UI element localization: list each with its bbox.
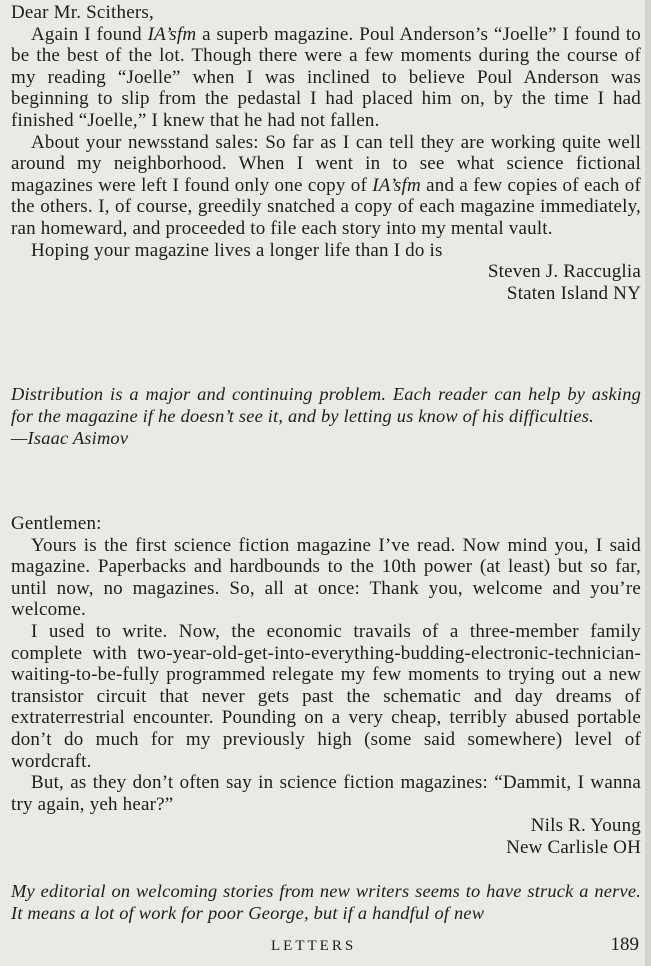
letter-1-paragraph-2: About your newsstand sales: So far as I can tell they are working quite well around my neighborhood. When I went in to see what science fictional magazines were left I found only one copy of IA’sfm and a few copies of each of the others. I, of course, greedily snatched a copy of each magazine immediately, ran homeward, and proceeded to file each story into my mental vault.	[11, 131, 641, 239]
editor-reply-1-text: Distribution is a major and continuing problem. Each reader can help by asking for the magazine if he doesn’t see it, and by letting us know of his difficulties.	[11, 384, 641, 426]
letter-2	[11, 513, 641, 859]
letter-1	[11, 2, 641, 304]
letter-2-signature-name: Nils R. Young	[530, 815, 641, 837]
magazine-title: IA’sfm	[372, 174, 421, 196]
running-head: LETTERS	[271, 938, 357, 954]
editor-reply-1-signature: —Isaac Asimov	[11, 428, 129, 448]
page-gutter-shadow	[645, 0, 651, 966]
editor-reply-1	[11, 383, 641, 449]
letter-2-paragraph-1: Yours is the first science fiction magazine I’ve read. Now mind you, I said magazine. Paperbacks and hardbounds to the 10th power (at least) but so far, until now, no magazines. So, all at once: Thank you, welcome and you’re welcome.	[11, 534, 641, 621]
letter-2-paragraph-2: I used to write. Now, the economic travails of a three-member family complete with two-year-old-get-into-everything-budding-electronic-technician-waiting-to-be-fully programmed relegate my few moments to trying out a new transistor circuit that never gets past the schematic and day dreams of extraterrestrial encounter. Pounding on a very cheap, terribly abused portable don’t do much for my previously high (some said somewhere) level of wordcraft.	[11, 620, 641, 772]
letter-1-paragraph-1: Again I found IA’sfm a superb magazine. Poul Anderson’s “Joelle” I found to be the best of the lot. Though there were a few moments during the course of my reading “Joelle” when I was inclined to believe Poul Anderson was beginning to slip from the pedastal I had placed him on, by the time I had finished “Joelle,” I knew that he had not fallen.	[11, 23, 641, 131]
letter-1-salutation: Dear Mr. Scithers,	[11, 2, 154, 23]
letter-2-signature-place: New Carlisle OH	[506, 836, 641, 858]
letter-1-paragraph-3: Hoping your magazine lives a longer life than I do is	[31, 239, 443, 261]
letter-2-paragraph-3: But, as they don’t often say in science fiction magazines: “Dammit, I wanna try again, yeh hear?”	[11, 772, 641, 815]
letter-2-salutation: Gentlemen:	[11, 513, 102, 534]
page-number: 189	[610, 934, 639, 955]
editor-reply-2	[11, 880, 641, 924]
page-footer	[11, 934, 641, 958]
letter-1-signature-place: Staten Island NY	[506, 282, 641, 304]
editor-reply-2-text: My editorial on welcoming stories from new writers seems to have struck a nerve. It means a lot of work for poor George, but if a handful of new	[11, 881, 641, 923]
letter-1-signature-name: Steven J. Raccuglia	[487, 261, 641, 283]
magazine-title: IA’sfm	[147, 23, 197, 45]
